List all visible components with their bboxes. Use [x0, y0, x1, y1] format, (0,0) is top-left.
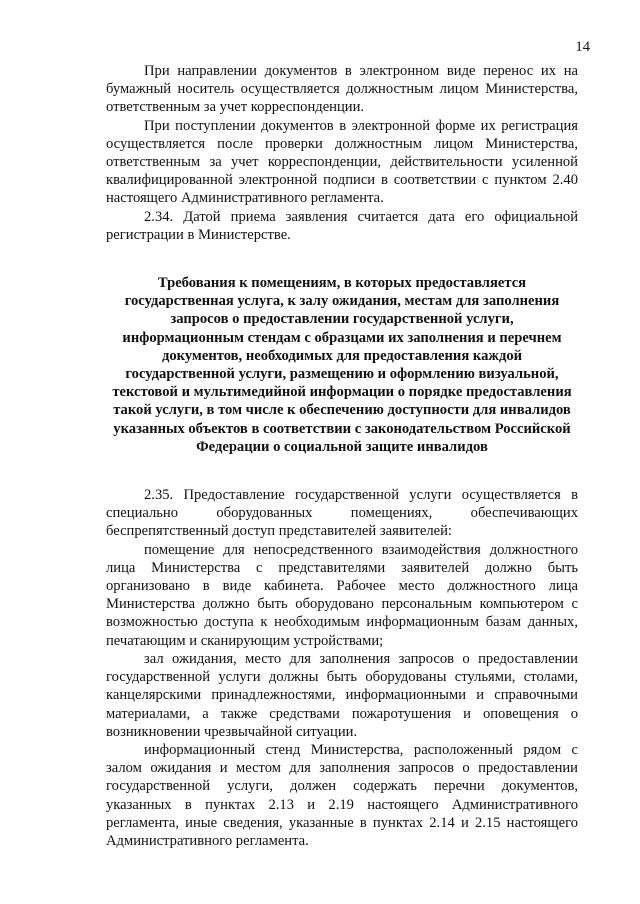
page-number: 14: [575, 39, 590, 55]
document-body: [106, 62, 578, 850]
paragraph-2-34: 2.34. Датой приема заявления считается дата его официальной регистрации в Министерстве.: [106, 208, 578, 243]
section-heading: Требования к помещениям, в которых предоставляется государственная услуга, к залу ожидания, местам для заполнения запросов о предоставлении государственной услуги, информационным стендам с образцами их заполнения и перечнем документов, необходимых для предоставления каждой государственной услуги, размещению и оформлению визуальной, текстовой и мультимедийной информации о порядке предоставления такой услуги, в том числе к обеспечению доступности для инвалидов указанных объектов в соответствии с законодательством Российской Федерации о социальной защите инвалидов: [112, 275, 572, 455]
paragraph-2-35: 2.35. Предоставление государственной услуги осуществляется в специально оборудованных помещениях, обеспечивающих беспрепятственный доступ представителей заявителей:: [106, 487, 578, 540]
paragraph-waiting-hall: зал ожидания, место для заполнения запросов о предоставлении государственной услуги должны быть оборудованы стульями, столами, канцелярскими принадлежностями, информационными и справочными материалами, а также средствами пожаротушения и оповещения о возникновении чрезвычайной ситуации.: [106, 650, 578, 740]
paragraph-info-stand: информационный стенд Министерства, расположенный рядом с залом ожидания и местом для заполнения запросов о предоставлении государственной услуги, должен содержать перечни документов, указанных в пунктах 2.13 и 2.19 настоящего Административного регламента, иные сведения, указанные в пунктах 2.14 и 2.15 настоящего Административного регламента.: [106, 741, 578, 849]
paragraph-office-room: помещение для непосредственного взаимодействия должностного лица Министерства с представителями заявителей должно быть организовано в виде кабинета. Рабочее место должностного лица Министерства должно быть оборудовано персональным компьютером с возможностью доступа к необходимым информационным базам данных, печатающим и сканирующим устройствами;: [106, 541, 578, 649]
paragraph-paper-transfer: При направлении документов в электронном виде перенос их на бумажный носитель осуществляется должностным лицом Министерства, ответственным за учет корреспонденции.: [106, 63, 578, 116]
paragraph-electronic-registration: При поступлении документов в электронной форме их регистрация осуществляется после проверки должностным лицом Министерства, ответственным за учет корреспонденции, действительности усиленной квалифицированной электронной подписи в соответствии с пунктом 2.40 настоящего Административного регламента.: [106, 117, 578, 207]
